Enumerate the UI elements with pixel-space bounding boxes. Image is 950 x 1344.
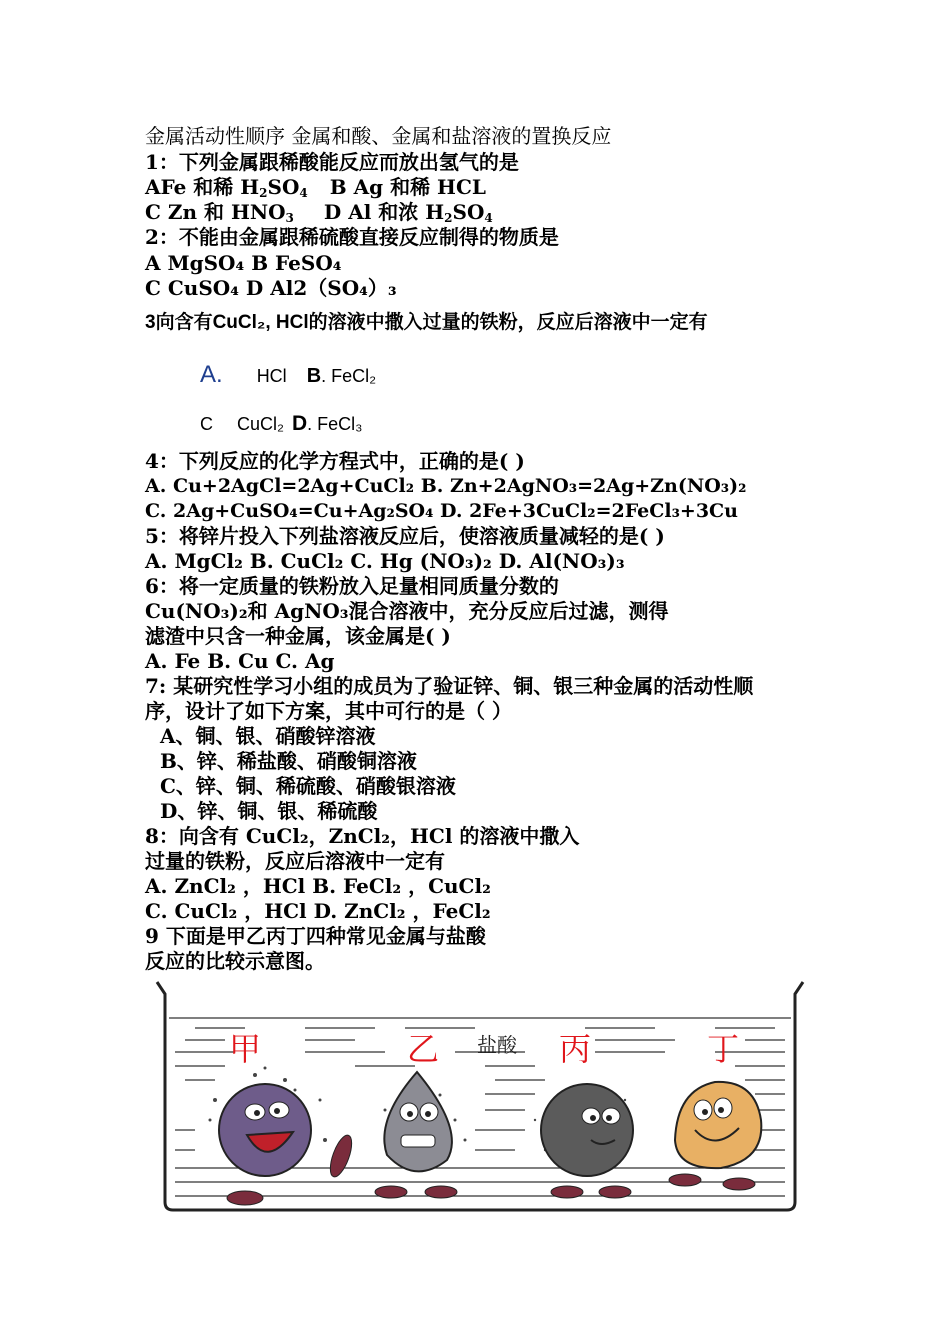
q3-option-d-letter: D (292, 412, 308, 435)
label-hydrochloric-acid: 盐酸 (477, 1033, 517, 1057)
q1-option-a: AFe 和稀 $H_2SO_4$ (145, 175, 308, 200)
q5-stem: 5：将锌片投入下列盐溶液反应后，使溶液质量减轻的是( ) (145, 524, 665, 548)
label-jia: 甲 (229, 1030, 262, 1068)
q3-options-cd (200, 412, 363, 436)
q8-stem-line1: 8：向含有 CuCl₂，ZnCl₂，HCl 的溶液中撒入 (145, 824, 580, 848)
label-ding: 丁 (707, 1030, 740, 1068)
q3-option-b: . FeCl₂ (321, 366, 377, 386)
q1-options-ab (145, 175, 486, 199)
q7-option-d: D、锌、铜、银、稀硫酸 (160, 799, 378, 823)
q6-stem-line2: Cu(NO₃)₂和 AgNO₃混合溶液中，充分反应后过滤，测得 (145, 599, 669, 623)
q7-stem-line2: 序，设计了如下方案，其中可行的是（ ） (145, 699, 512, 723)
q2-options-cd: C CuSO₄ D Al2（SO₄）₃ (145, 276, 397, 300)
q5-options: A. MgCl₂ B. CuCl₂ C. Hg (NO₃)₂ D. Al(NO₃)₃ (145, 549, 625, 573)
label-bing: 丙 (559, 1030, 592, 1068)
q6-stem-line3: 滤渣中只含一种金属，该金属是( ) (145, 624, 451, 648)
q1-option-c: C Zn 和 $HNO_3$ (145, 200, 294, 225)
q1-options-cd (145, 200, 493, 224)
q2-stem: 2：不能由金属跟稀硫酸直接反应制得的物质是 (145, 225, 559, 249)
q1-option-b: B Ag 和稀 HCL (329, 175, 486, 199)
label-yi: 乙 (407, 1030, 440, 1068)
q6-options: A. Fe B. Cu C. Ag (145, 649, 335, 673)
q7-stem-line1: 7: 某研究性学习小组的成员为了验证锌、铜、银三种金属的活动性顺 (145, 674, 754, 698)
beaker-illustration (155, 980, 805, 1212)
q8-options-cd: C. CuCl₂ ，HCl D. ZnCl₂ ，FeCl₂ (145, 899, 491, 923)
q3-option-d: . FeCl₃ (307, 414, 363, 434)
q3-option-b-letter: B (306, 365, 322, 387)
document-title: 金属活动性顺序 金属和酸、金属和盐溶液的置换反应 (145, 124, 612, 148)
q3-option-a-letter: A. (200, 361, 223, 388)
q3-option-c: CuCl₂ (237, 414, 284, 434)
q4-options-cd: C. 2Ag+CuSO₄=Cu+Ag₂SO₄ D. 2Fe+3CuCl₂=2FeCl₃+3Cu (145, 500, 738, 522)
q1-option-d: D Al 和浓 $H_2SO_4$ (323, 200, 493, 225)
metal-ding-character (669, 1082, 761, 1190)
q7-option-a: A、铜、银、硝酸锌溶液 (160, 724, 376, 748)
q9-stem-line2: 反应的比较示意图。 (145, 949, 325, 973)
q3-option-a: HCl (256, 366, 287, 386)
q7-option-b: B、锌、稀盐酸、硝酸铜溶液 (160, 749, 417, 773)
q4-stem: 4：下列反应的化学方程式中，正确的是( ) (145, 449, 525, 473)
metal-acid-figure (155, 980, 805, 1212)
q2-options-ab: A MgSO₄ B FeSO₄ (145, 251, 342, 275)
metal-bing-character (541, 1084, 633, 1198)
q8-stem-line2: 过量的铁粉，反应后溶液中一定有 (145, 849, 445, 873)
q3-option-c-letter: C (200, 414, 213, 434)
q9-stem-line1: 9 下面是甲乙丙丁四种常见金属与盐酸 (145, 924, 486, 948)
metal-jia-character (219, 1084, 356, 1205)
q8-options-ab: A. ZnCl₂ ，HCl B. FeCl₂ ，CuCl₂ (145, 874, 491, 898)
metal-yi-character (375, 1072, 457, 1198)
q3-stem: 3向含有CuCl₂, HCl的溶液中撒入过量的铁粉，反应后溶液中一定有 (145, 312, 708, 333)
q1-stem: 1：下列金属跟稀酸能反应而放出氢气的是 (145, 150, 519, 174)
q3-options-ab (200, 363, 376, 388)
q6-stem-line1: 6：将一定质量的铁粉放入足量相同质量分数的 (145, 574, 559, 598)
q7-option-c: C、锌、铜、稀硫酸、硝酸银溶液 (160, 774, 456, 798)
q4-options-ab: A. Cu+2AgCl=2Ag+CuCl₂ B. Zn+2AgNO₃=2Ag+Zn(NO₃)₂ (145, 475, 747, 497)
